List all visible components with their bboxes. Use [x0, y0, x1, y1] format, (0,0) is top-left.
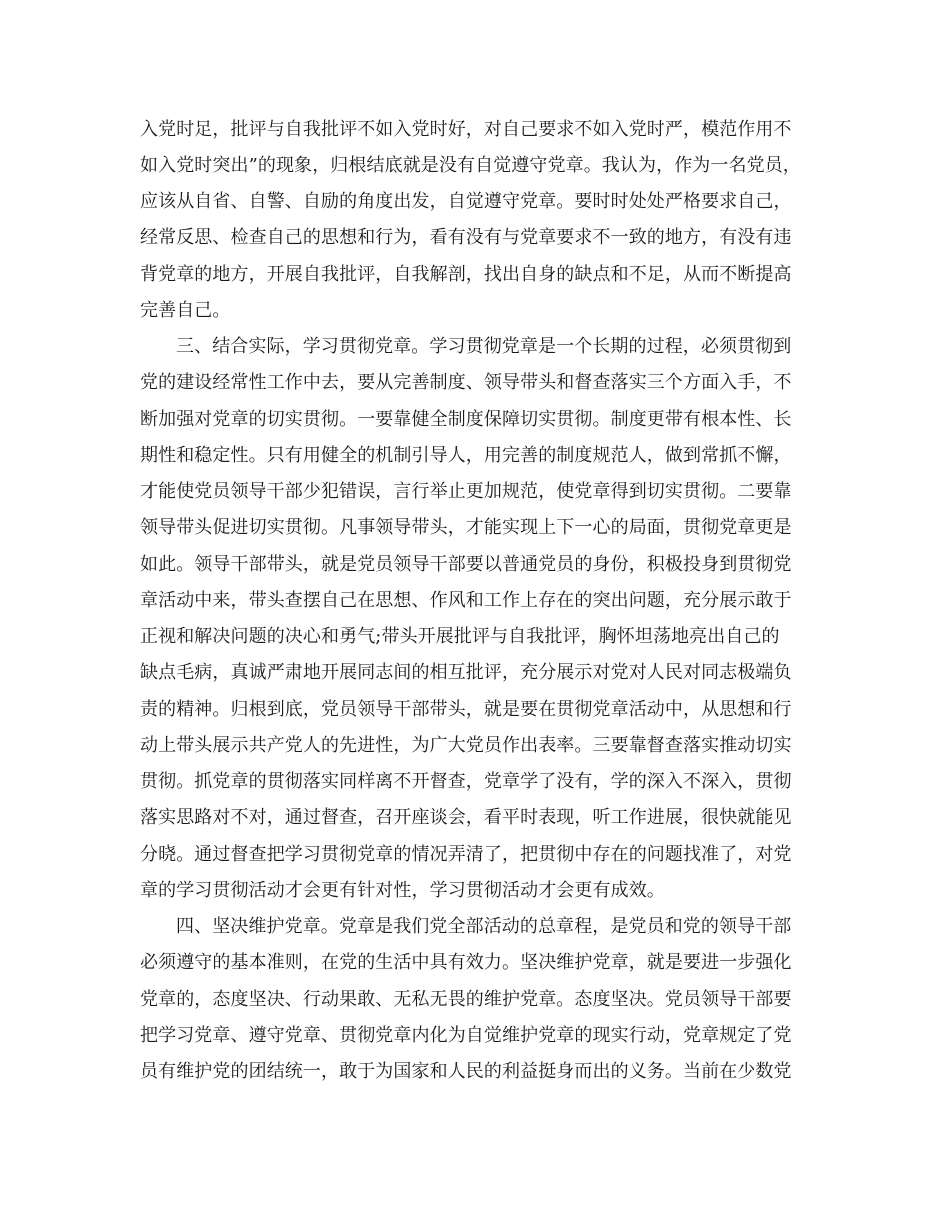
text-line: 缺点毛病，真诚严肃地开展同志间的相互批评，充分展示对党对人民对同志极端负 — [140, 662, 792, 683]
text-line: 背党章的地方，开展自我批评，自我解剖，找出自身的缺点和不足，从而不断提高 — [140, 264, 792, 285]
paragraph-four-start: 四、坚决维护党章。党章是我们党全部活动的总章程，是党员和党的领导干部 — [176, 916, 792, 937]
text-line: 完善自己。 — [140, 300, 231, 321]
text-line: 员有维护党的团结统一，敢于为国家和人民的利益挺身而出的义务。当前在少数党 — [140, 1061, 792, 1082]
text-line: 应该从自省、自警、自励的角度出发，自觉遵守党章。要时时处处严格要求自己， — [140, 191, 792, 212]
text-line: 正视和解决问题的决心和勇气;带头开展批评与自我批评，胸怀坦荡地亮出自己的 — [140, 626, 780, 647]
text-line: 章活动中来，带头查摆自己在思想、作风和工作上存在的突出问题，充分展示敢于 — [140, 590, 792, 611]
text-line: 章的学习贯彻活动才会更有针对性，学习贯彻活动才会更有成效。 — [140, 880, 665, 901]
text-line: 把学习党章、遵守党章、贯彻党章内化为自觉维护党章的现实行动，党章规定了党 — [140, 1025, 792, 1046]
text-line: 期性和稳定性。只有用健全的机制引导人，用完善的制度规范人，做到常抓不懈， — [140, 445, 792, 466]
text-line: 责的精神。归根到底，党员领导干部带头，就是要在贯彻党章活动中，从思想和行 — [140, 699, 792, 720]
text-line: 党章的，态度坚决、行动果敢、无私无畏的维护党章。态度坚决。党员领导干部要 — [140, 989, 792, 1010]
text-line: 入党时足，批评与自我批评不如入党时好，对自己要求不如入党时严，模范作用不 — [140, 119, 792, 140]
text-line: 落实思路对不对，通过督查，召开座谈会，看平时表现，听工作进展，很快就能见 — [140, 807, 792, 828]
text-line: 才能使党员领导干部少犯错误，言行举止更加规范，使党章得到切实贯彻。二要靠 — [140, 481, 792, 502]
text-line: 分晓。通过督查把学习贯彻党章的情况弄清了，把贯彻中存在的问题找准了，对党 — [140, 844, 792, 865]
text-line: 贯彻。抓党章的贯彻落实同样离不开督查，党章学了没有，学的深入不深入，贯彻 — [140, 771, 792, 792]
text-line: 如入党时突出”的现象，归根结底就是没有自觉遵守党章。我认为，作为一名党员， — [140, 155, 801, 176]
text-line: 领导带头促进切实贯彻。凡事领导带头，才能实现上下一心的局面，贯彻党章更是 — [140, 517, 792, 538]
paragraph-three-start: 三、结合实际，学习贯彻党章。学习贯彻党章是一个长期的过程，必须贯彻到 — [176, 336, 792, 357]
text-line: 经常反思、检查自己的思想和行为，看有没有与党章要求不一致的地方，有没有违 — [140, 227, 792, 248]
text-line: 必须遵守的基本准则，在党的生活中具有效力。坚决维护党章，就是要进一步强化 — [140, 952, 792, 973]
text-line: 动上带头展示共产党人的先进性，为广大党员作出表率。三要靠督查落实推动切实 — [140, 735, 792, 756]
text-line: 党的建设经常性工作中去，要从完善制度、领导带头和督查落实三个方面入手，不 — [140, 372, 792, 393]
text-line: 断加强对党章的切实贯彻。一要靠健全制度保障切实贯彻。制度更带有根本性、长 — [140, 409, 792, 430]
text-line: 如此。领导干部带头，就是党员领导干部要以普通党员的身份，积极投身到贯彻党 — [140, 554, 792, 575]
